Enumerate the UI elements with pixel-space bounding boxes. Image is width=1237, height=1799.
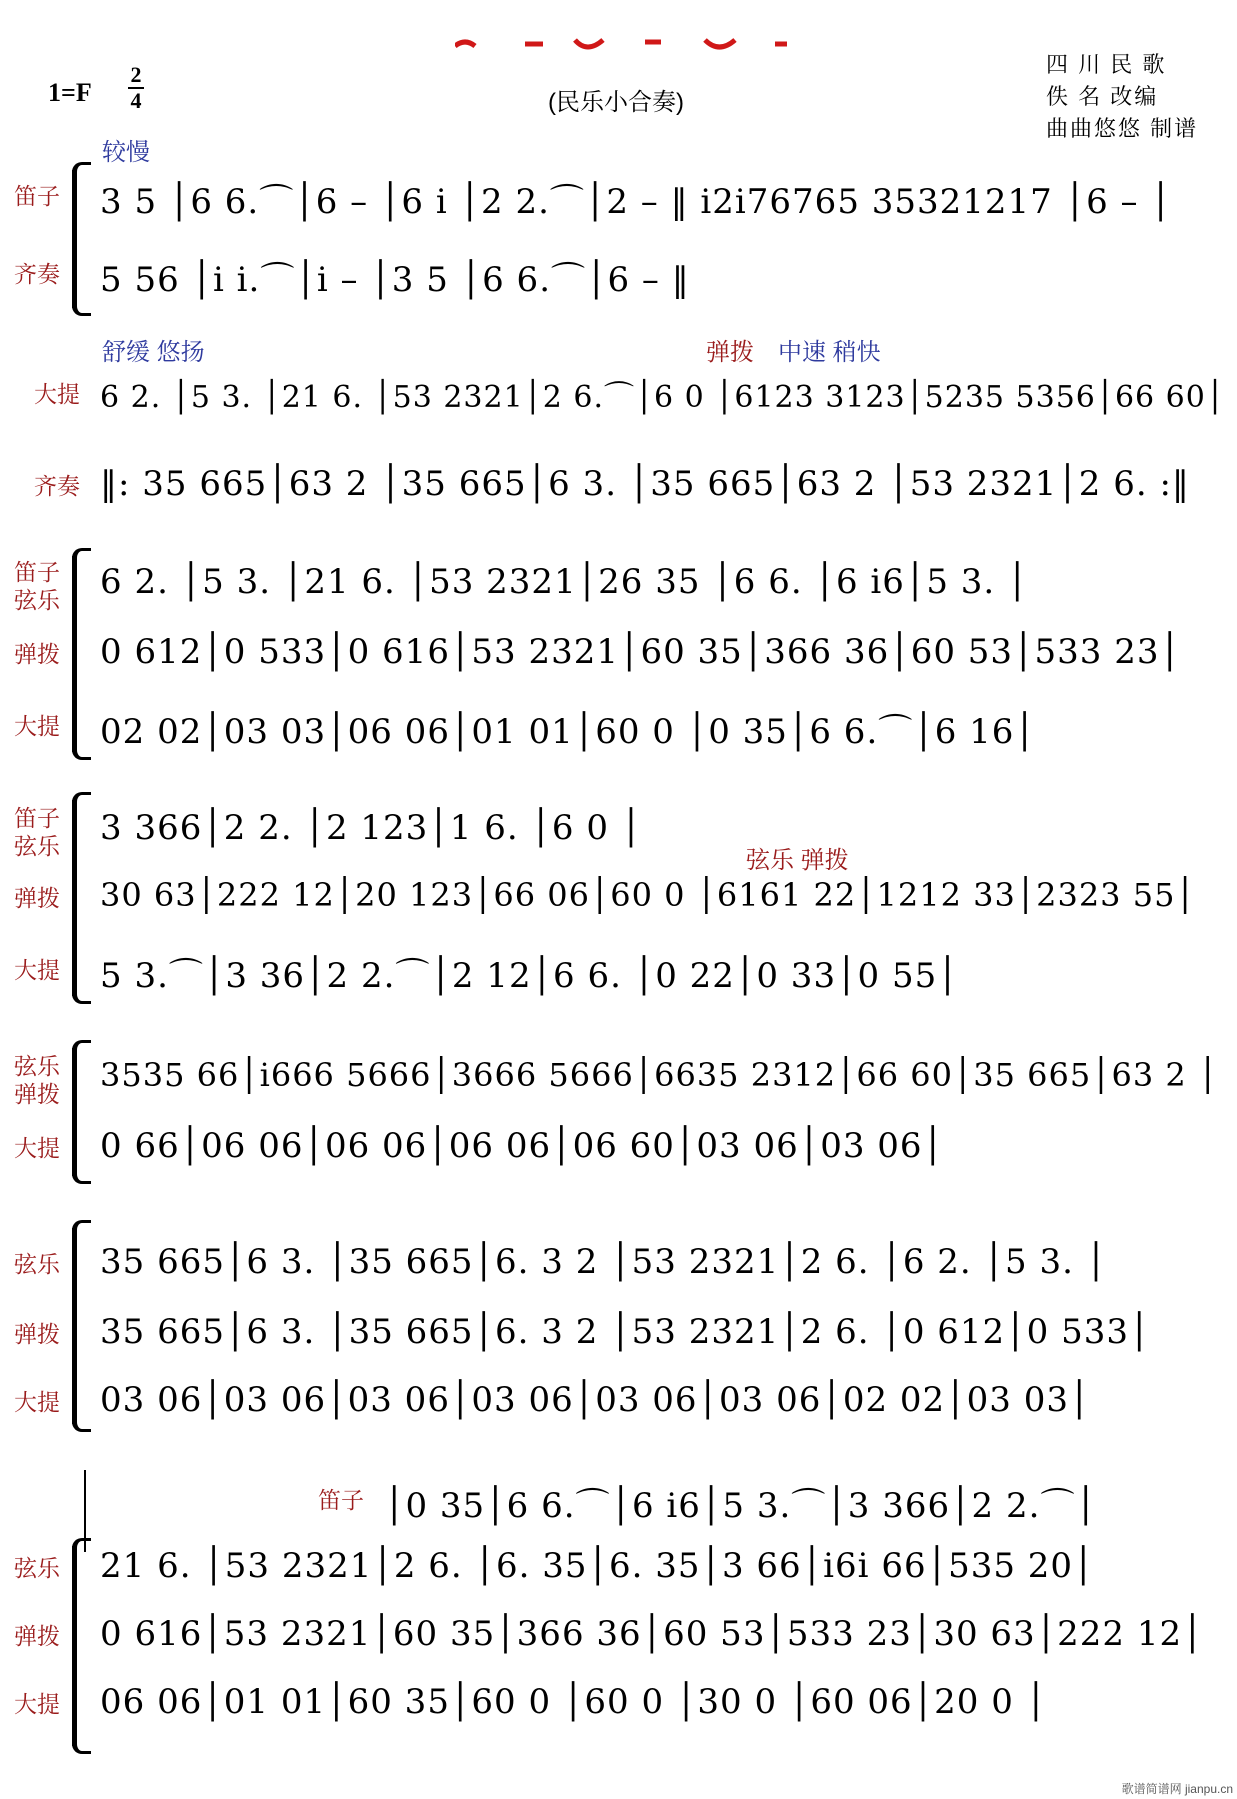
notation-row: 0 616│53 2321│60 35│366 36│60 53│533 23│30 63│222 12│ bbox=[100, 1614, 1204, 1654]
instrument-label: 弹拨 bbox=[14, 885, 60, 911]
instrument-label: 大提 bbox=[14, 957, 60, 983]
notation-row: 03 06│03 06│03 06│03 06│03 06│03 06│02 02│03 03│ bbox=[100, 1380, 1091, 1420]
notation-row: 0 612│0 533│0 616│53 2321│60 35│366 36│60 53│533 23│ bbox=[100, 632, 1181, 672]
notation-row: 6 2. │5 3. │21 6. │53 2321│26 35 │6 6. │6 i6│5 3. │ bbox=[100, 562, 1029, 602]
instrument-label: 弦乐 弹拨 bbox=[14, 1053, 60, 1107]
watermark-footer: 歌谱简谱网 jianpu.cn bbox=[1121, 1782, 1233, 1796]
system-bracket-6 bbox=[72, 1048, 77, 1176]
notation-row: 5 3.⌒│3 36│2 2.⌒│2 12│6 6. │0 22│0 33│0 55│ bbox=[100, 956, 959, 996]
notation-row: 3 366│2 2. │2 123│1 6. │6 0 │ bbox=[100, 808, 643, 848]
instrument-label: 弦乐 bbox=[14, 1251, 60, 1277]
instrument-label: 笛子 bbox=[318, 1487, 364, 1513]
instrument-label: 笛子 bbox=[14, 183, 60, 209]
meter-bottom: 4 bbox=[130, 88, 142, 113]
time-signature bbox=[128, 64, 144, 112]
key-signature: 1=F bbox=[48, 78, 92, 107]
tempo-marking-1: 较慢 bbox=[102, 139, 150, 166]
notation-row: 6 2. │5 3. │21 6. │53 2321│2 6.⌒│6 0 │6123 3123│5235 5356│66 60│ bbox=[100, 380, 1225, 415]
instrument-label: 弹拨 bbox=[14, 641, 60, 667]
notation-row: 0 66│06 06│06 06│06 06│06 60│03 06│03 06│ bbox=[100, 1126, 945, 1166]
tempo-marking-3a: 弹拨 bbox=[706, 339, 754, 366]
title-decoration bbox=[455, 36, 795, 54]
instrument-label: 齐奏 bbox=[14, 261, 60, 287]
notation-row: 02 02│03 03│06 06│01 01│60 0 │0 35│6 6.⌒│6 16│ bbox=[100, 712, 1036, 752]
instrument-label: 大提 bbox=[14, 713, 60, 739]
credit-arranger: 佚 名 改编 bbox=[1046, 84, 1159, 109]
credit-transcriber: 曲曲悠悠 制谱 bbox=[1046, 116, 1199, 141]
system-bracket-4 bbox=[72, 556, 77, 752]
credit-origin: 四 川 民 歌 bbox=[1046, 52, 1167, 77]
instrument-label: 弦乐 bbox=[14, 1555, 60, 1581]
notation-row: 3535 66│i666 5666│3666 5666│6635 2312│66 60│35 665│63 2 │ bbox=[100, 1056, 1219, 1094]
notation-row: 06 06│01 01│60 35│60 0 │60 0 │30 0 │60 06│20 0 │ bbox=[100, 1682, 1048, 1722]
instrument-label: 大提 bbox=[14, 1691, 60, 1717]
notation-row: 5 56 │i i.⌒│i – │3 5 │6 6.⌒│6 – ‖ bbox=[100, 260, 690, 300]
system-bracket-5 bbox=[72, 800, 77, 996]
system-bracket-1 bbox=[72, 170, 77, 308]
tempo-marking-4: 弦乐 弹拨 bbox=[746, 847, 849, 874]
instrument-label: 弹拨 bbox=[14, 1623, 60, 1649]
tempo-marking-3b: 中速 稍快 bbox=[778, 339, 881, 366]
instrument-label: 笛子 弦乐 bbox=[14, 559, 60, 613]
instrument-label: 大提 bbox=[14, 1389, 60, 1415]
notation-row: 21 6. │53 2321│2 6. │6. 35│6. 35│3 66│i6i 66│535 20│ bbox=[100, 1546, 1095, 1586]
instrument-label: 大提 bbox=[34, 381, 80, 407]
notation-row: ‖: 35 665│63 2 │35 665│6 3. │35 665│63 2 │53 2321│2 6. :‖ bbox=[100, 464, 1190, 504]
meter-top: 2 bbox=[130, 62, 142, 87]
notation-row: 30 63│222 12│20 123│66 06│60 0 │6161 22│1212 33│2323 55│ bbox=[100, 876, 1196, 914]
notation-row: 35 665│6 3. │35 665│6. 3 2 │53 2321│2 6. │0 612│0 533│ bbox=[100, 1312, 1151, 1352]
notation-row: │0 35│6 6.⌒│6 i6│5 3.⌒│3 366│2 2.⌒│ bbox=[384, 1486, 1097, 1526]
notation-row: 35 665│6 3. │35 665│6. 3 2 │53 2321│2 6. │6 2. │5 3. │ bbox=[100, 1242, 1108, 1282]
instrument-label: 弹拨 bbox=[14, 1321, 60, 1347]
instrument-label: 笛子 弦乐 bbox=[14, 805, 60, 859]
system-bracket-8 bbox=[72, 1546, 77, 1746]
tempo-marking-2: 舒缓 悠扬 bbox=[102, 339, 205, 366]
instrument-label: 大提 bbox=[14, 1135, 60, 1161]
system-bracket-7 bbox=[72, 1228, 77, 1424]
instrument-label: 齐奏 bbox=[34, 473, 80, 499]
notation-row: 3 5 │6 6.⌒│6 – │6 i │2 2.⌒│2 – ‖ i2i76765 35321217 │6 – │ bbox=[100, 182, 1172, 222]
subtitle: (民乐小合奏) bbox=[548, 89, 684, 116]
